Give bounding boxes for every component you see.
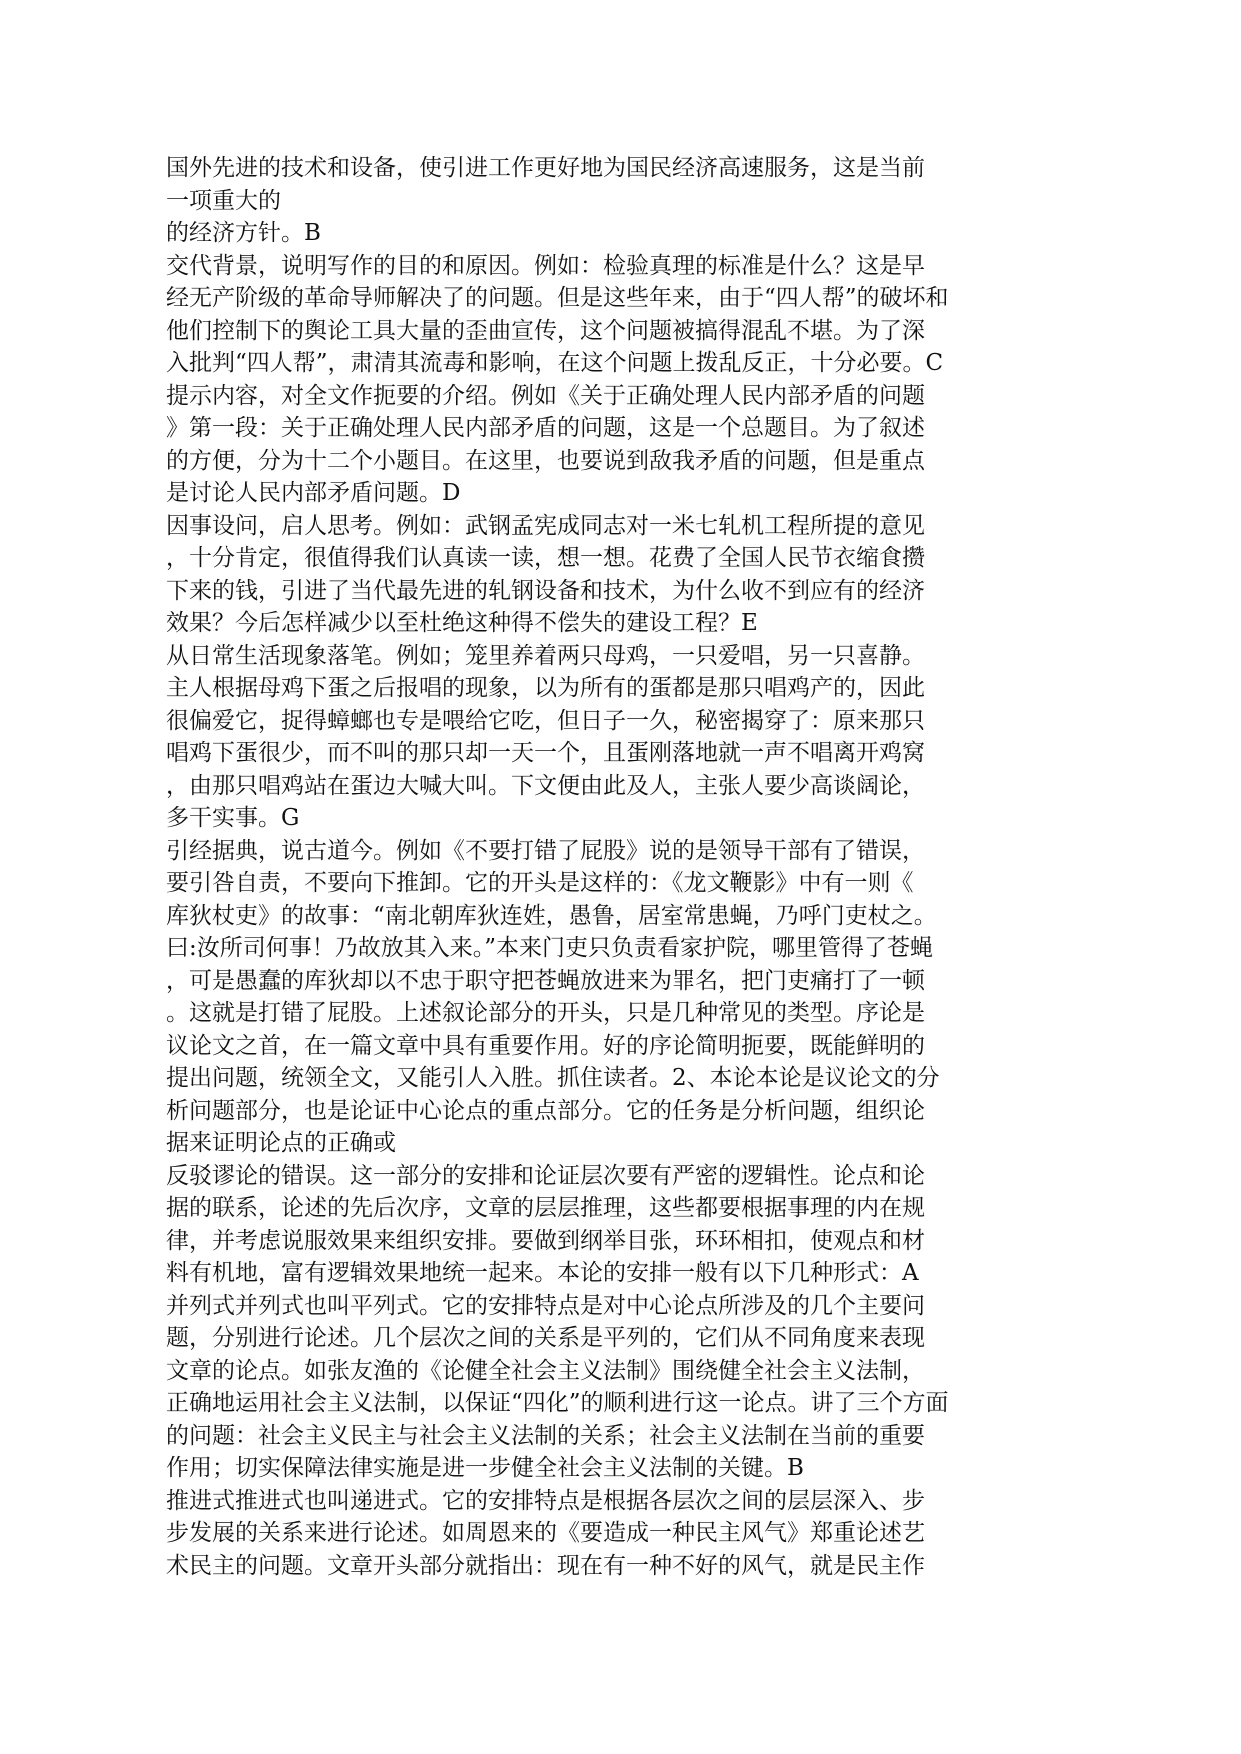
text-line: 正确地运用社会主义法制，以保证“四化”的顺利进行这一论点。讲了三个方面 bbox=[166, 1390, 949, 1416]
text-line: 是讨论人民内部矛盾问题。D bbox=[166, 480, 461, 506]
text-line: 析问题部分，也是论证中心论点的重点部分。它的任务是分析问题，组织论 bbox=[166, 1097, 925, 1124]
text-line: 》第一段：关于正确处理人民内部矛盾的问题，这是一个总题目。为了叙述 bbox=[166, 415, 925, 441]
text-line: 他们控制下的舆论工具大量的歪曲宣传，这个问题被搞得混乱不堪。为了深 bbox=[166, 317, 925, 344]
text-line: 国外先进的技术和设备，使引进工作更好地为国民经济高速服务，这是当前 bbox=[166, 155, 925, 181]
text-line: 很偏爱它，捉得蟑螂也专是喂给它吃，但日子一久，秘密揭穿了：原来那只 bbox=[166, 707, 925, 734]
text-line: 从日常生活现象落笔。例如；笼里养着两只母鸡，一只爱唱，另一只喜静。 bbox=[166, 642, 925, 669]
text-line: 的经济方针。B bbox=[166, 220, 321, 246]
text-line: ，十分肯定，很值得我们认真读一读，想一想。花费了全国人民节衣缩食攒 bbox=[166, 545, 925, 571]
text-line: 料有机地，富有逻辑效果地统一起来。本论的安排一般有以下几种形式：A bbox=[166, 1260, 919, 1286]
text-line: ，可是愚蠢的库狄却以不忠于职守把苍蝇放进来为罪名，把门吏痛打了一顿 bbox=[166, 967, 925, 994]
text-line: 推进式推进式也叫递进式。它的安排特点是根据各层次之间的层层深入、步 bbox=[166, 1487, 925, 1514]
text-line: 并列式并列式也叫平列式。它的安排特点是对中心论点所涉及的几个主要问 bbox=[166, 1292, 925, 1319]
text-line: 据的联系，论述的先后次序，文章的层层推理，这些都要根据事理的内在规 bbox=[166, 1195, 925, 1221]
text-line: 多干实事。G bbox=[166, 805, 300, 831]
document-body-text bbox=[166, 152, 1036, 1582]
text-line: 。这就是打错了屁股。上述叙论部分的开头，只是几种常见的类型。序论是 bbox=[166, 1000, 925, 1026]
text-line: 下来的钱，引进了当代最先进的轧钢设备和技术，为什么收不到应有的经济 bbox=[166, 577, 925, 604]
text-line: 步发展的关系来进行论述。如周恩来的《要造成一种民主风气》郑重论述艺 bbox=[166, 1520, 925, 1546]
text-line: 交代背景，说明写作的目的和原因。例如：检验真理的标准是什么？这是早 bbox=[166, 252, 925, 279]
text-line: 入批判“四人帮”，肃清其流毒和影响，在这个问题上拨乱反正，十分必要。C bbox=[166, 350, 944, 376]
text-line: 反驳谬论的错误。这一部分的安排和论证层次要有严密的逻辑性。论点和论 bbox=[166, 1162, 925, 1189]
text-line: 的方便，分为十二个小题目。在这里，也要说到敌我矛盾的问题，但是重点 bbox=[166, 447, 925, 474]
text-line: 要引咎自责，不要向下推卸。它的开头是这样的：《龙文鞭影》中有一则《 bbox=[166, 870, 914, 896]
text-line: 库狄杖吏》的故事：“南北朝库狄连姓，愚鲁，居室常患蝇，乃呼门吏杖之。 bbox=[166, 902, 937, 929]
text-line: 议论文之首，在一篇文章中具有重要作用。好的序论简明扼要，既能鲜明的 bbox=[166, 1032, 925, 1059]
text-line: 引经据典，说古道今。例如《不要打错了屁股》说的是领导干部有了错误， bbox=[166, 837, 925, 864]
text-line: 题，分别进行论述。几个层次之间的关系是平列的，它们从不同角度来表现 bbox=[166, 1325, 925, 1351]
text-line: 提出问题，统领全文，又能引人入胜。抓住读者。2、本论本论是议论文的分 bbox=[166, 1065, 940, 1091]
text-line: 提示内容，对全文作扼要的介绍。例如《关于正确处理人民内部矛盾的问题 bbox=[166, 382, 925, 409]
text-line: 经无产阶级的革命导师解决了的问题。但是这些年来，由于“四人帮”的破坏和 bbox=[166, 285, 949, 311]
text-line: 曰:汝所司何事！乃故放其入来。”本来门吏只负责看家护院，哪里管得了苍蝇 bbox=[166, 935, 934, 961]
text-line: 主人根据母鸡下蛋之后报唱的现象，以为所有的蛋都是那只唱鸡产的，因此 bbox=[166, 675, 925, 701]
text-line: 作用；切实保障法律实施是进一步健全社会主义法制的关键。B bbox=[166, 1455, 804, 1481]
text-line: 文章的论点。如张友渔的《论健全社会主义法制》围绕健全社会主义法制， bbox=[166, 1357, 925, 1384]
text-line: 效果？今后怎样减少以至杜绝这种得不偿失的建设工程？E bbox=[166, 610, 758, 636]
text-line: 因事设问，启人思考。例如：武钢孟宪成同志对一米七轧机工程所提的意见 bbox=[166, 512, 925, 539]
text-line: 一项重大的 bbox=[166, 187, 281, 214]
text-line: 据来证明论点的正确或 bbox=[166, 1130, 396, 1156]
text-line: 唱鸡下蛋很少，而不叫的那只却一天一个，且蛋刚落地就一声不唱离开鸡窝 bbox=[166, 740, 925, 766]
text-line: 术民主的问题。文章开头部分就指出：现在有一种不好的风气，就是民主作 bbox=[166, 1552, 925, 1579]
text-line: ，由那只唱鸡站在蛋边大喊大叫。下文便由此及人，主张人要少高谈阔论， bbox=[166, 772, 925, 799]
text-line: 律，并考虑说服效果来组织安排。要做到纲举目张，环环相扣，使观点和材 bbox=[166, 1227, 925, 1254]
text-line: 的问题：社会主义民主与社会主义法制的关系；社会主义法制在当前的重要 bbox=[166, 1422, 925, 1449]
